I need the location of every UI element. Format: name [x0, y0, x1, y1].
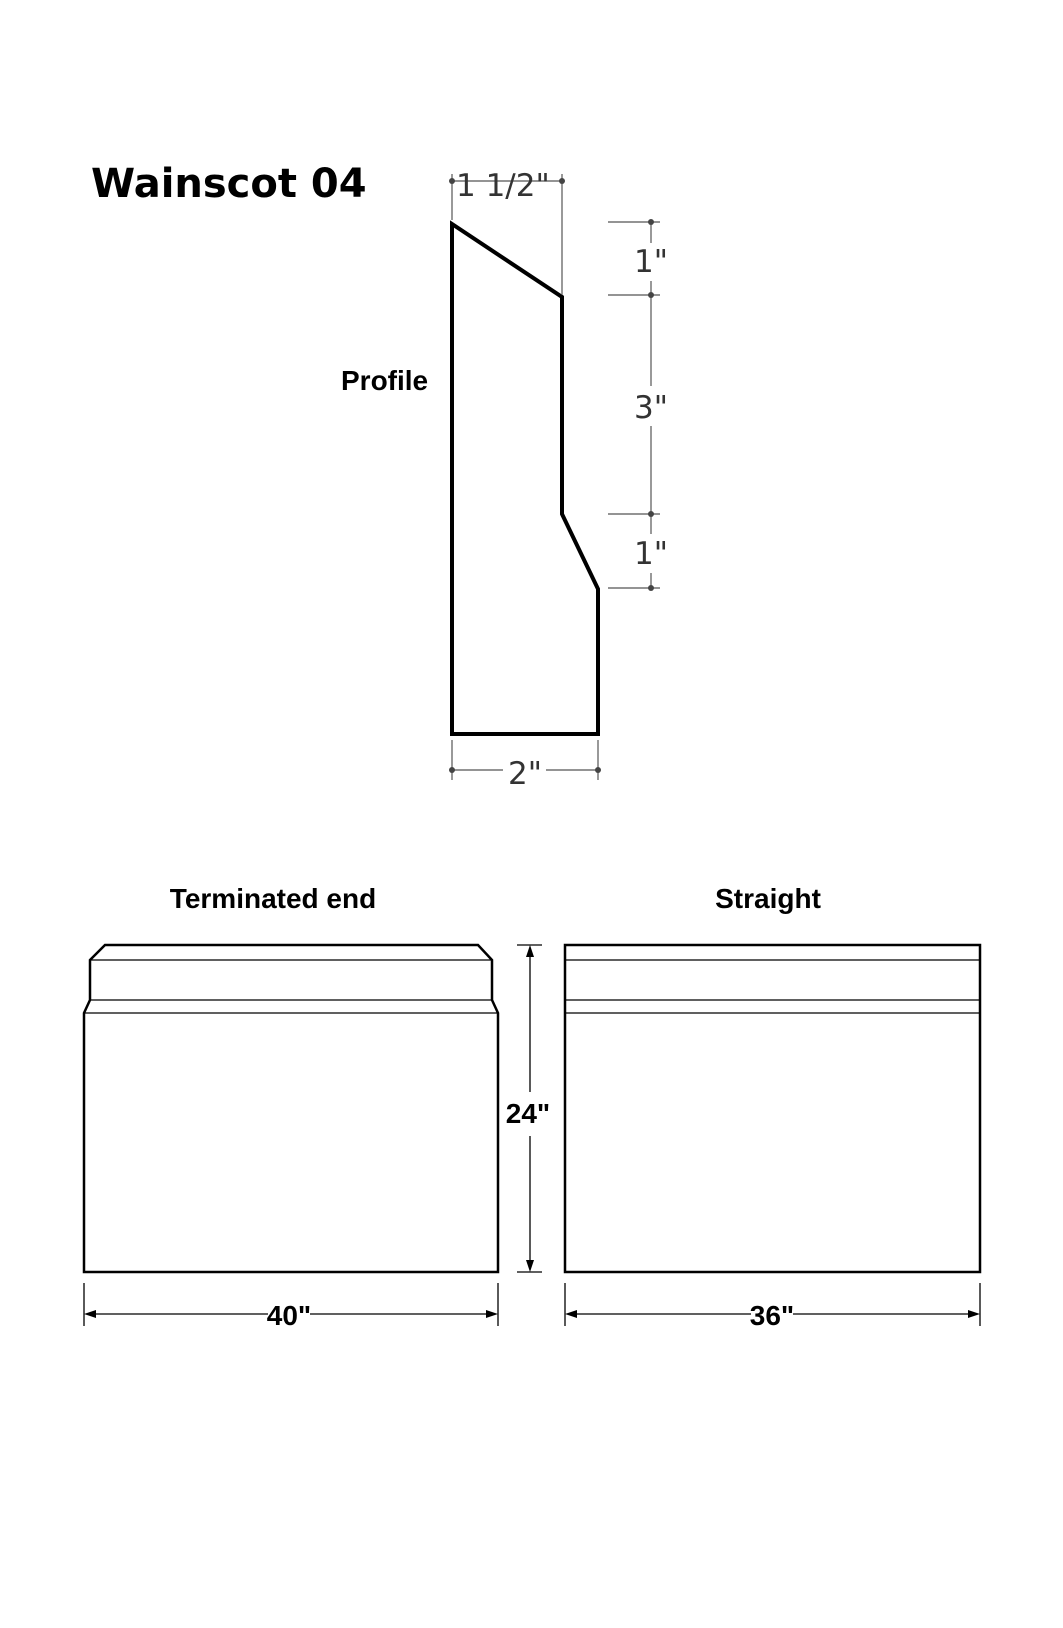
upper-segment-label: 1" — [634, 244, 668, 280]
height-dimension — [506, 945, 550, 1272]
straight-width-dimension — [565, 1283, 980, 1331]
profile-section — [341, 168, 668, 792]
bottom-width-label: 2" — [508, 756, 542, 792]
bottom-width-dimension — [449, 740, 601, 792]
height-label: 24" — [505, 1098, 551, 1129]
drawing-title: Wainscot 04 — [91, 161, 367, 207]
straight-outline — [565, 945, 980, 1272]
straight-label: Straight — [715, 883, 821, 914]
lower-segment-label: 1" — [634, 536, 668, 572]
profile-outline — [452, 224, 598, 734]
straight-width-label: 36" — [749, 1300, 795, 1331]
top-width-label: 1 1/2" — [456, 168, 550, 204]
profile-label: Profile — [341, 365, 429, 396]
terminated-width-dimension — [84, 1283, 498, 1331]
middle-segment-label: 3" — [634, 390, 668, 426]
terminated-end-section — [84, 883, 498, 1331]
terminated-end-label: Terminated end — [169, 883, 377, 914]
straight-section — [565, 883, 980, 1331]
terminated-width-label: 40" — [266, 1300, 312, 1331]
height-dimension-chain — [608, 219, 668, 591]
terminated-end-outline — [84, 945, 498, 1272]
